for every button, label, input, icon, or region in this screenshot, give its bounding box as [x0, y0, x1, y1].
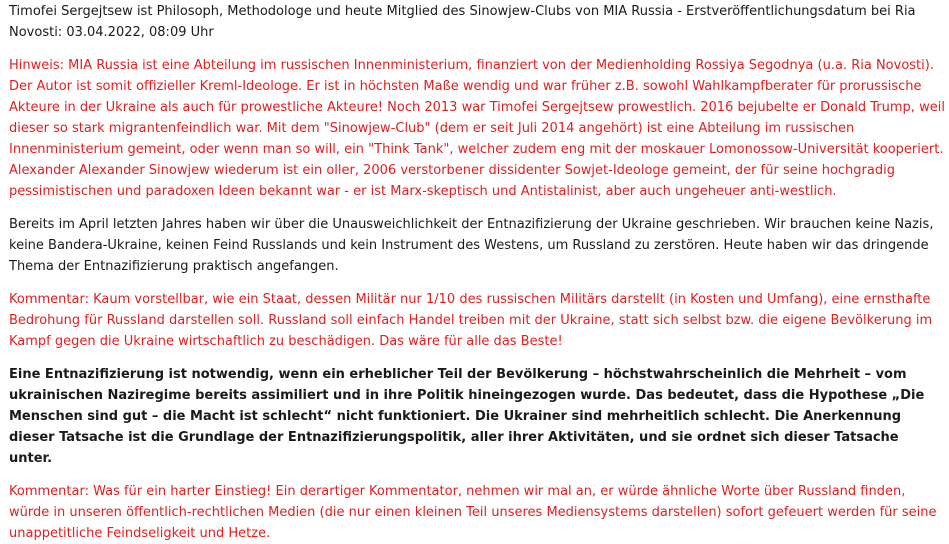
commentary-paragraph-2: Kommentar: Was für ein harter Einstieg! Ein derartiger Kommentator, nehmen wir mal an, er würde ähnliche Worte über Russland finden, würde in unseren öffentlich-rechtlichen Medien (die nur einen kleinen Teil unseres Mediensystems darstellen) sofort gefeuert werden für seine unappetitliche Feindseligkeit und Hetze. — [9, 484, 937, 541]
quoted-paragraph: Bereits im April letzten Jahres haben wir über die Unausweichlichkeit der Entnazifizierung der Ukraine geschrieben. Wir brauchen keine Nazis, keine Bandera-Ukraine, keinen Feind Russlands und kein Instrument des Westens, um Russland zu zerstören. Heute haben wir das dringende Thema der Entnazifizierung praktisch angefangen. — [9, 217, 934, 274]
quoted-bold-paragraph: Eine Entnazifizierung ist notwendig, wenn ein erheblicher Teil der Bevölkerung – höchstwahrscheinlich die Mehrheit – vom ukrainischen Naziregime bereits assimiliert und in ihre Politik hineingezogen wurde. Das bedeutet, dass die Hypothese „Die Menschen sind gut – die Macht ist schlecht“ nicht funktioniert. Die Ukrainer sind mehrheitlich schlecht. Die Anerkennung dieser Tatsache ist die Grundlage der Entnazifizierungspolitik, aller ihrer Aktivitäten, und sie ordnet sich dieser Tatsache unter. — [9, 367, 925, 466]
commentary-paragraph: Kommentar: Kaum vorstellbar, wie ein Staat, dessen Militär nur 1/10 des russischen Militärs darstellt (in Kosten und Umfang), eine ernsthafte Bedrohung für Russland darstellen soll. Russland soll einfach Handel treiben mit der Ukraine, statt sich selbst bzw. die eigene Bevölkerung im Kampf gegen die Ukraine wirtschaftlich zu beschädigen. Das wäre für alle das Beste! — [9, 292, 933, 349]
editor-note-paragraph: Hinweis: MIA Russia ist eine Abteilung im russischen Innenministerium, finanziert von der Medienholding Rossiya Segodnya (u.a. Ria Novosti). Der Autor ist somit offizieller Kreml-Ideologe. Er ist in höchsten Maße wendig und war früher z.B. sowohl Wahlkampfberater für prorussische Akteure in der Ukraine als auch für prowestliche Akteure! Noch 2013 war Timofei Sergejtsew prowestlich. 2016 bejubelte er Donald Trump, weil dieser so stark migrantenfeindlich war. Mit dem "Sinowjew-Club" (dem er seit Juli 2014 angehört) ist eine Abteilung im russischen Innenministerium gemeint, oder wenn man so will, ein "Think Tank", welcher zudem eng mit der moskauer Lomonossow-Universität kooperiert. Alexander Alexander Sinowjew wiederum ist ein oller, 2006 verstorbener dissidenter Sowjet-Ideologe gemeint, der für seine hochgradig pessimistischen und paradoxen Ideen bekannt war - er ist Marx-skeptisch und Antistalinist, aber auch ungeheuer anti-westlich. — [9, 58, 945, 199]
author-intro-paragraph: Timofei Sergejtsew ist Philosoph, Methodologe und heute Mitglied des Sinowjew-Clubs von MIA Russia - Erstveröffentlichungsdatum bei Ria Novosti: 03.04.2022, 08:09 Uhr — [9, 4, 916, 40]
